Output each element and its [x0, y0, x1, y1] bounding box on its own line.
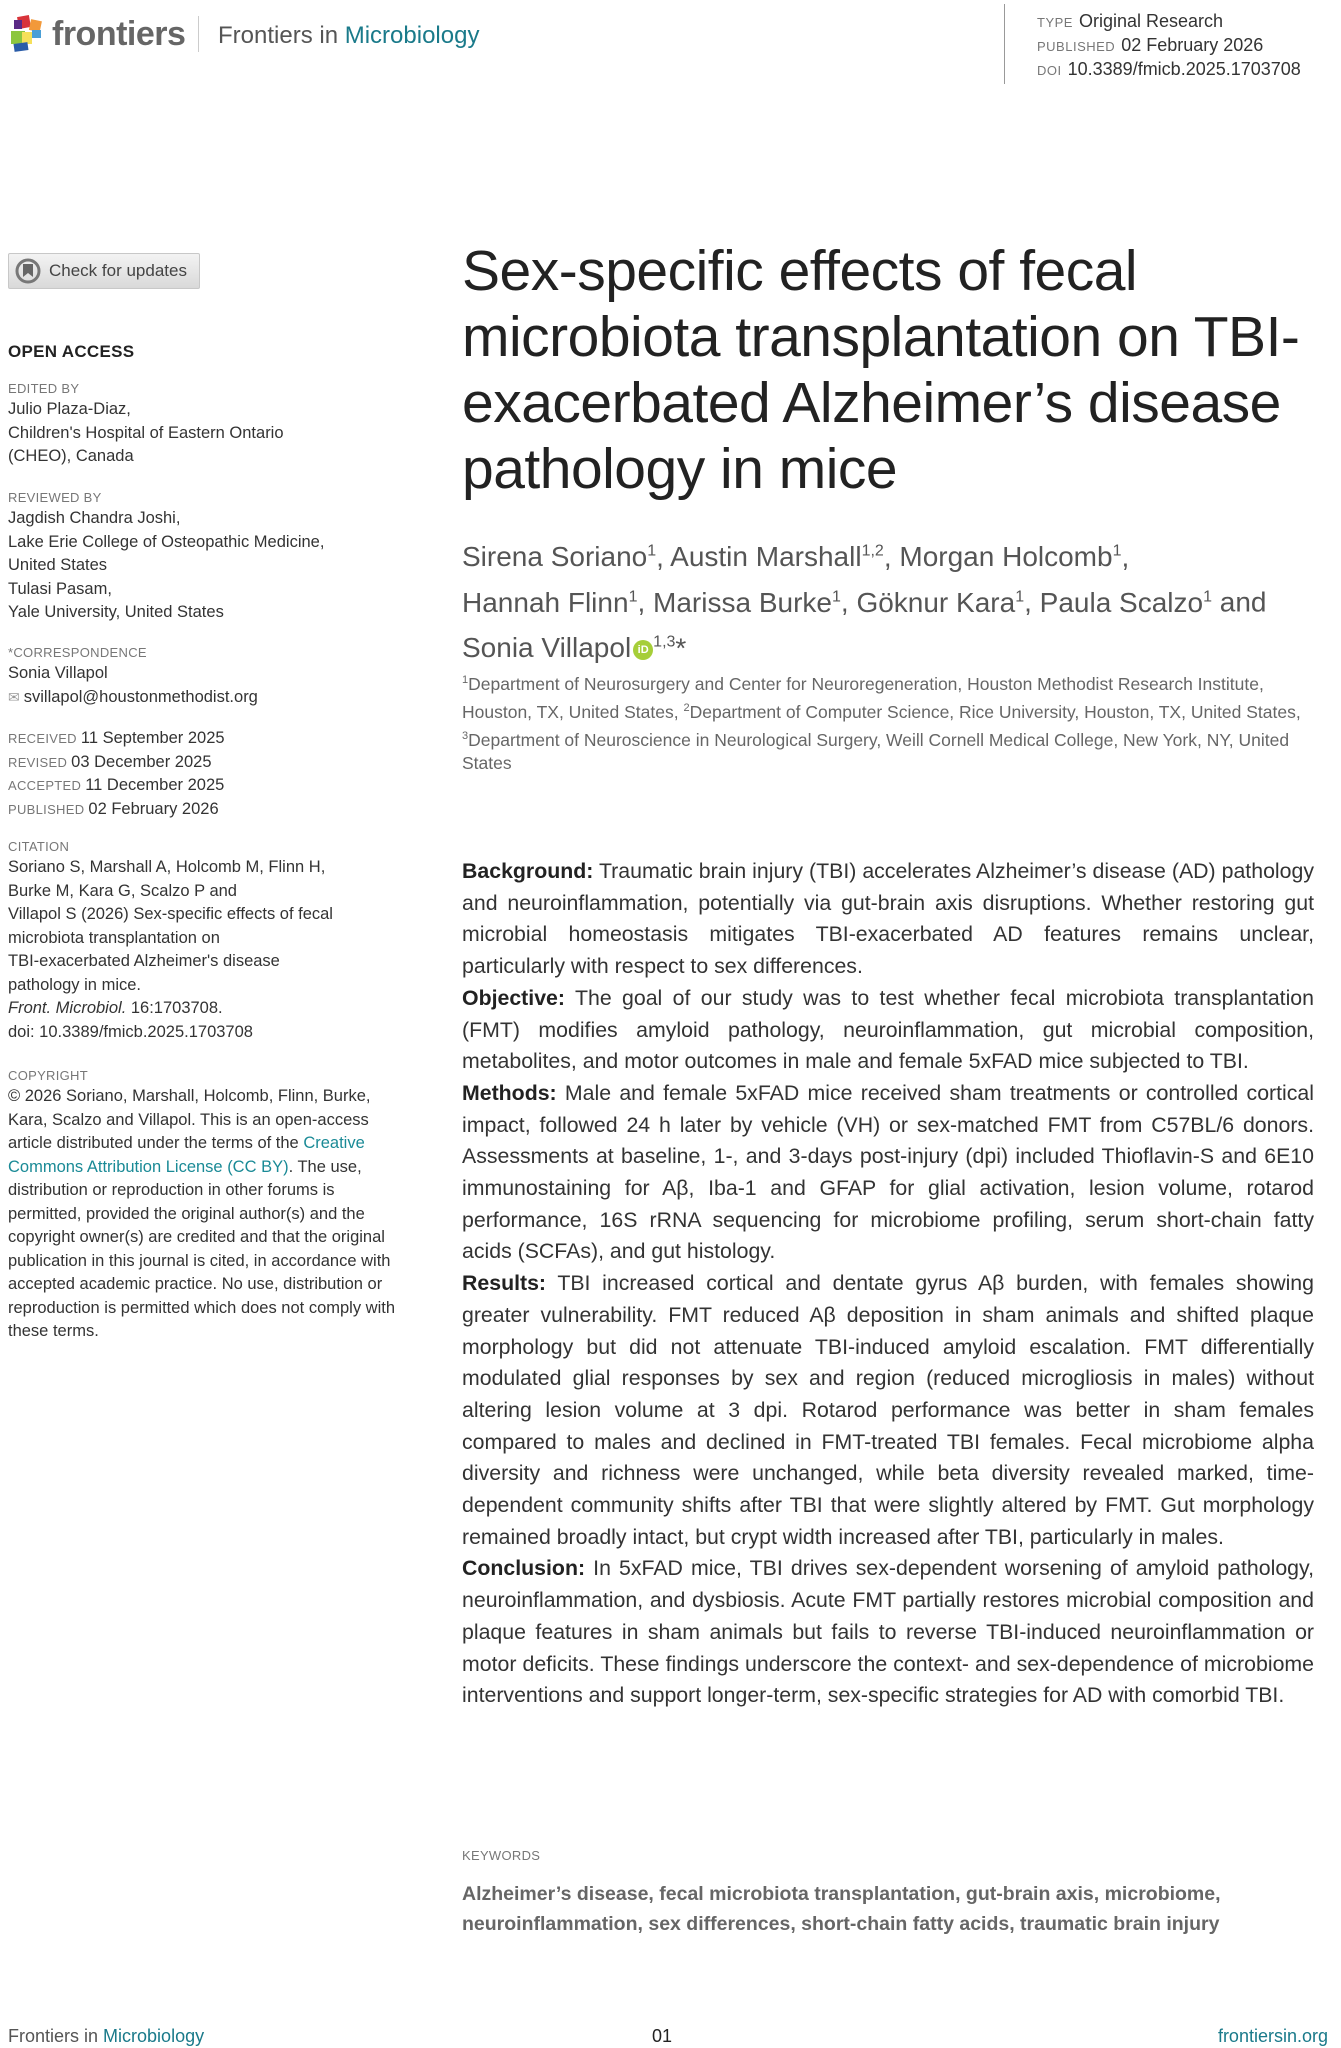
author-name: Morgan Holcomb	[899, 541, 1113, 573]
abstract-results	[462, 1268, 1314, 1553]
citation-line: Soriano S, Marshall A, Holcomb M, Flinn H,	[8, 858, 326, 876]
affiliation: Department of Computer Science, Rice University, Houston, TX, United States,	[689, 701, 1301, 722]
author[interactable]	[462, 632, 675, 663]
author[interactable]	[462, 587, 637, 618]
author-sup: 1	[1112, 543, 1122, 560]
footer-journal-prefix: Frontiers in	[8, 2026, 99, 2046]
reviewer-line: Tulasi Pasam,	[8, 579, 112, 598]
journal-accent: Microbiology	[344, 22, 480, 49]
open-access-label: OPEN ACCESS	[8, 342, 135, 361]
reviewer-line: Jagdish Chandra Joshi,	[8, 509, 181, 527]
abstract-methods	[462, 1078, 1314, 1268]
abstract-label: Methods:	[462, 1080, 557, 1105]
footer-journal-accent: Microbiology	[103, 2026, 205, 2046]
author-sep: ,	[883, 541, 900, 573]
date-value: 02 February 2026	[88, 799, 219, 818]
meta-published	[1037, 34, 1301, 58]
author-name: Paula Scalzo	[1039, 586, 1204, 618]
author-name: Marissa Burke	[653, 586, 832, 618]
keywords: Alzheimer’s disease, fecal microbiota transplantation, gut-brain axis, microbiome, neuroinflammation, sex differences, short-chain fatty acids, traumatic brain injury	[462, 1883, 1221, 1935]
author-sup: 1	[647, 543, 657, 560]
article-meta	[1037, 10, 1301, 82]
date-revised	[8, 751, 398, 775]
abstract-label: Results:	[462, 1271, 547, 1296]
abstract-objective	[462, 983, 1314, 1078]
author[interactable]	[1040, 587, 1212, 618]
affiliation-sup: 2	[683, 701, 690, 714]
page-number: 01	[652, 2026, 673, 2046]
affiliation-sup: 3	[462, 729, 469, 742]
dates-section	[8, 727, 398, 821]
editor-line: Children's Hospital of Eastern Ontario	[8, 423, 284, 442]
author-sep: ,	[637, 586, 654, 618]
author-name: Sonia Villapol	[462, 631, 632, 663]
meta-doi-label: DOI	[1037, 63, 1062, 78]
citation-line: Burke M, Kara G, Scalzo P and	[8, 881, 237, 900]
author-sup: 1	[628, 588, 638, 606]
author-sup: 1	[1015, 588, 1025, 606]
date-received	[8, 727, 398, 751]
edited-by-label: EDITED BY	[8, 381, 80, 396]
reviewed-by-label: REVIEWED BY	[8, 490, 102, 505]
meta-divider	[1004, 4, 1005, 84]
author-name: Austin Marshall	[670, 541, 862, 573]
citation-journal: Front. Microbiol.	[8, 999, 127, 1017]
cc-by-license-link[interactable]: Creative Commons Attribution License (CC BY)	[8, 1134, 365, 1176]
abstract-text: In 5xFAD mice, TBI drives sex-dependent worsening of amyloid pathology, neuroinflammation, and dysbiosis. Acute FMT partially restores microbial composition and plaque features in sham animals but fails to reverse TBI-induced neuroinflammation or motor deficits. These findings underscore the context- and sex-dependence of microbiome interventions and support longer-term, sex-specific strategies for AD with comorbid TBI.	[462, 1556, 1314, 1708]
abstract-text: The goal of our study was to test whether fecal microbiota transplantation (FMT) modifies amyloid pathology, neuroinflammation, gut microbial composition, metabolites, and motor outcomes in male and female 5xFAD mice subjected to TBI.	[462, 985, 1314, 1074]
footer-journal[interactable]	[8, 2026, 204, 2047]
author-sep: ,	[1121, 541, 1130, 573]
author-sep: *	[675, 631, 687, 663]
author[interactable]	[653, 587, 841, 618]
citation-journal-line	[8, 997, 398, 1021]
author-sup: 1,2	[861, 543, 884, 560]
orcid-icon[interactable]: iD	[633, 640, 653, 660]
date-label: PUBLISHED	[8, 801, 85, 817]
author-sup: 1,3	[653, 633, 676, 651]
citation-line: microbiota transplantation on	[8, 928, 220, 947]
keywords-label: KEYWORDS	[462, 1848, 541, 1863]
affiliations	[462, 668, 1322, 775]
meta-published-value: 02 February 2026	[1121, 35, 1264, 55]
citation-line: Villapol S (2026) Sex-specific effects of fecal	[8, 905, 333, 923]
open-access-heading	[8, 340, 398, 365]
date-label: REVISED	[8, 754, 68, 770]
correspondence-section	[8, 644, 398, 709]
meta-type-label: TYPE	[1037, 15, 1073, 30]
correspondence-email-row	[8, 686, 398, 710]
abstract-text: TBI increased cortical and dentate gyrus Aβ burden, with females showing greater vulnerability. FMT reduced Aβ deposition in sham animals and shifted plaque morphology but did not attenuate TBI-induced amyloid escalation. FMT differentially modulated glial responses by sex and region (reduced microgliosis in males) without altering lesion volume at 3 dpi. Rotarod performance was better in sham females compared to males and declined in FMT-treated TBI females. Fecal microbiome alpha diversity and richness were unchanged, while beta diversity revealed marked, time-dependent community shifts after TBI that were slightly altered by FMT. Gut morphology remained broadly intact, but crypt width increased after TBI, particularly in males.	[462, 1271, 1314, 1549]
citation-label: CITATION	[8, 839, 70, 854]
author[interactable]	[670, 541, 884, 572]
author[interactable]	[856, 587, 1024, 618]
envelope-icon: ✉	[8, 688, 20, 705]
date-value: 11 September 2025	[80, 729, 225, 747]
abstract-label: Conclusion:	[462, 1556, 586, 1581]
meta-doi-value[interactable]: 10.3389/fmicb.2025.1703708	[1067, 59, 1301, 79]
date-label: RECEIVED	[8, 731, 77, 746]
author-sep: ,	[1024, 586, 1040, 618]
check-for-updates-button[interactable]	[8, 253, 200, 289]
meta-doi	[1037, 58, 1301, 82]
abstract-conclusion	[462, 1553, 1314, 1712]
author-list	[462, 532, 1332, 668]
abstract	[462, 856, 1314, 1712]
author[interactable]	[899, 541, 1121, 572]
date-value: 11 December 2025	[85, 776, 225, 794]
author-name: Göknur Kara	[856, 586, 1016, 618]
citation-line: pathology in mice.	[8, 975, 141, 994]
reviewer-line: Yale University, United States	[8, 603, 224, 621]
affiliation: Department of Neuroscience in Neurological Surgery, Weill Cornell Medical College, New York, NY, United States	[462, 729, 1290, 774]
journal-name[interactable]	[218, 22, 479, 50]
check-for-updates-label: Check for updates	[49, 261, 187, 280]
abstract-label: Objective:	[462, 985, 565, 1010]
abstract-text: Male and female 5xFAD mice received sham treatments or controlled cortical impact, followed 24 h later by vehicle (VH) or sex-matched FMT from C57BL/6 donors. Assessments at baseline, 1-, and 3-days post-injury (dpi) included Thioflavin-S and 6E10 immunostaining for Aβ, Iba-1 and GFAP for glial activation, lesion volume, rotarod performance, 16S rRNA sequencing for microbiome profiling, serum short-chain fatty acids (SCFAs), and gut histology.	[462, 1080, 1314, 1264]
copyright-post: . The use, distribution or reproduction in other forums is permitted, provided the original author(s) and the copyright owner(s) are credited and that the original publication in this journal is cited, in accordance with accepted academic practice. No use, distribution or reproduction is permitted which does not comply with these terms.	[8, 1157, 396, 1340]
author-sep: ,	[840, 586, 857, 618]
abstract-background	[462, 856, 1314, 983]
date-published	[8, 798, 398, 822]
frontiers-logo-icon	[8, 14, 48, 54]
correspondence-label: *CORRESPONDENCE	[8, 645, 147, 660]
author-sup: 1	[1203, 588, 1212, 606]
reviewer-line: Lake Erie College of Osteopathic Medicine,	[8, 532, 325, 551]
reviewer-line: United States	[8, 556, 108, 574]
meta-type-value: Original Research	[1078, 11, 1224, 31]
citation-line: TBI-exacerbated Alzheimer's disease	[8, 952, 280, 970]
author-sep: ,	[656, 541, 671, 573]
frontiers-wordmark: frontiers	[52, 14, 186, 53]
meta-type	[1037, 10, 1301, 34]
author-name: Sirena Soriano	[462, 541, 648, 573]
citation-doi[interactable]: doi: 10.3389/fmicb.2025.1703708	[8, 1022, 253, 1041]
date-value: 03 December 2025	[71, 752, 212, 771]
journal-prefix: Frontiers in	[218, 22, 339, 49]
citation-volume: 16:1703708.	[126, 999, 223, 1017]
bookmark-circle-icon	[15, 258, 41, 284]
affiliation-sup: 1	[462, 674, 469, 686]
copyright-label: COPYRIGHT	[8, 1068, 88, 1083]
author-sep: and	[1212, 586, 1267, 618]
editor-line: (CHEO), Canada	[8, 447, 134, 465]
edited-by-section	[8, 380, 398, 469]
footer-site-link[interactable]: frontiersin.org	[1217, 2026, 1328, 2046]
date-accepted	[8, 774, 398, 798]
copyright-pre: © 2026 Soriano, Marshall, Holcomb, Flinn, Burke, Kara, Scalzo and Villapol. This is an open-access article distributed under the terms of the	[8, 1087, 371, 1152]
meta-published-label: PUBLISHED	[1037, 39, 1116, 54]
header-divider	[198, 16, 199, 52]
reviewed-by-section	[8, 489, 398, 625]
abstract-text: Traumatic brain injury (TBI) accelerates Alzheimer’s disease (AD) pathology and neuroinflammation, potentially via gut-brain axis disruptions. Whether restoring gut microbial homeostasis mitigates TBI-exacerbated AD features remains unclear, particularly with respect to sex differences.	[462, 859, 1314, 979]
citation-section	[8, 838, 398, 1044]
article-title: Sex-specific effects of fecal microbiota transplantation on TBI-exacerbated Alzheimer’s disease pathology in mice	[462, 239, 1300, 501]
copyright-section	[8, 1067, 398, 1344]
abstract-label: Background:	[462, 859, 594, 883]
author-name: Hannah Flinn	[462, 586, 629, 618]
editor-line: Julio Plaza-Diaz,	[8, 400, 131, 418]
author-sup: 1	[831, 588, 841, 606]
author[interactable]	[462, 541, 656, 572]
affiliation: Department of Neurosurgery and Center for Neuroregeneration, Houston Methodist Research Institute, Houston, TX, United States,	[462, 673, 1264, 722]
correspondence-name: Sonia Villapol	[8, 664, 108, 682]
correspondence-email[interactable]: svillapol@houstonmethodist.org	[23, 687, 258, 706]
frontiers-logo[interactable]	[8, 14, 185, 54]
date-label: ACCEPTED	[8, 778, 82, 793]
copyright-text	[8, 1085, 398, 1344]
